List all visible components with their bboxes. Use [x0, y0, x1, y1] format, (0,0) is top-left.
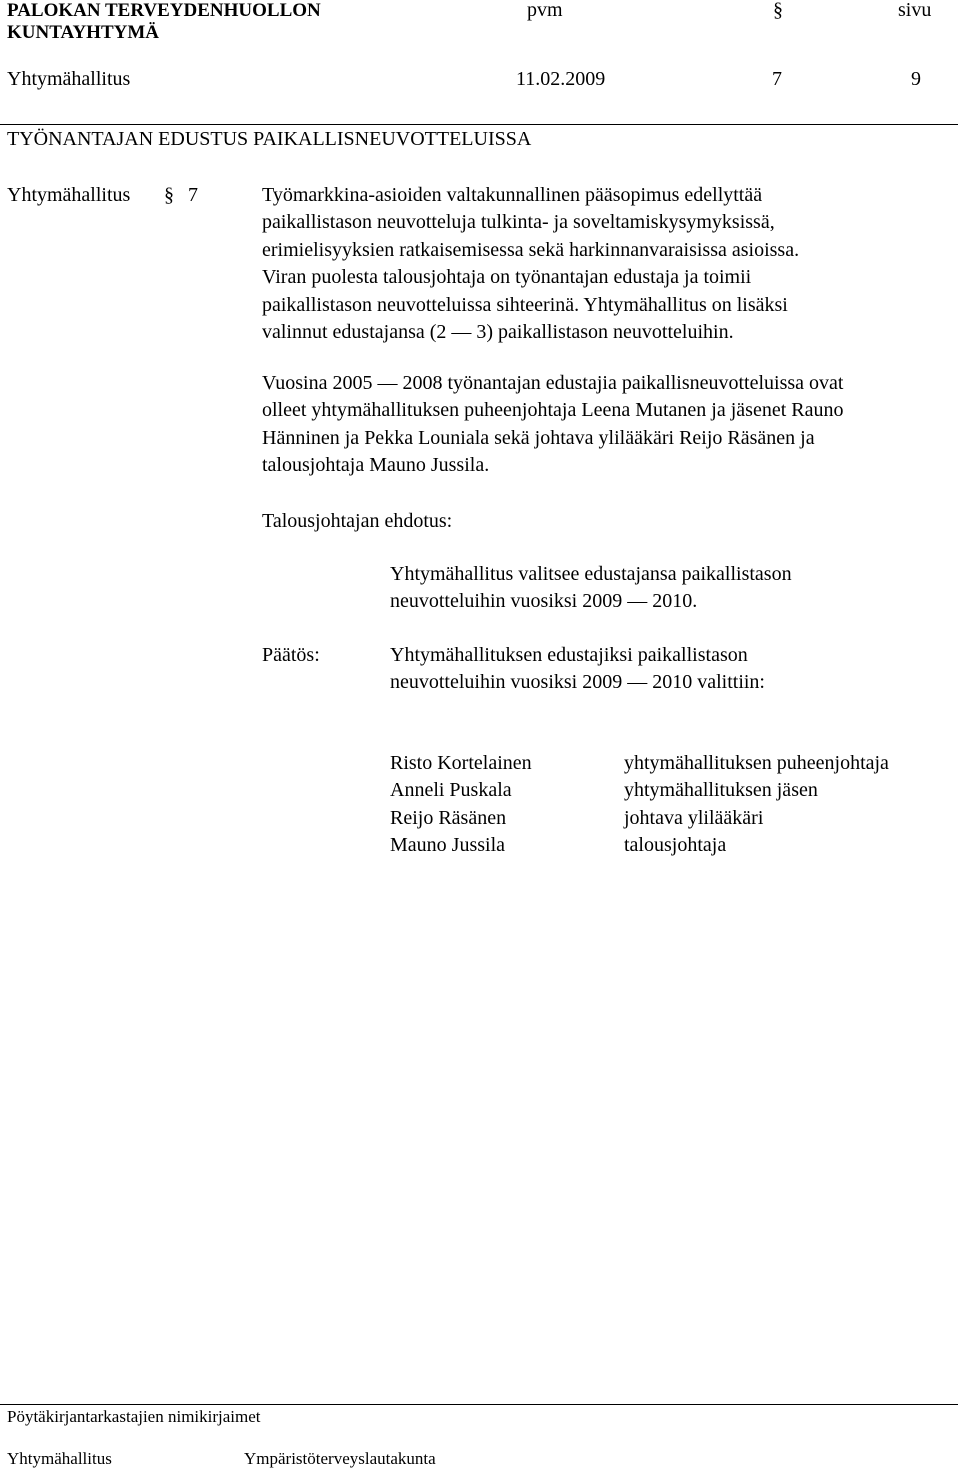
paragraph-line: valinnut edustajansa (2 — 3) paikallistason neuvotteluihin.: [262, 320, 734, 343]
paragraph-line: erimielisyyksien ratkaisemisessa sekä harkinnanvaraisissa asioissa.: [262, 238, 800, 261]
paragraph-line: paikallistason neuvotteluja tulkinta- ja soveltamiskysymyksissä,: [262, 211, 775, 234]
section-number: 7: [772, 68, 782, 90]
representative-name: Reijo Räsänen: [390, 806, 507, 829]
paragraph-line: Vuosina 2005 — 2008 työnantajan edustajia paikallisneuvotteluissa ovat: [262, 372, 844, 394]
proposal-text: [390, 561, 792, 616]
representative-role: yhtymähallituksen puheenjohtaja: [624, 752, 889, 774]
representative-role: yhtymähallituksen jäsen: [624, 779, 818, 802]
footer-committee: Ympäristöterveyslautakunta: [244, 1449, 436, 1468]
section-ref-body: Yhtymähallitus: [7, 184, 131, 206]
decision-text: [390, 642, 765, 697]
org-name-line2: KUNTAYHTYMÄ: [7, 22, 160, 43]
proposal-label: Talousjohtajan ehdotus:: [262, 510, 453, 532]
representative-name: Anneli Puskala: [390, 779, 512, 802]
footer-initials-label: Pöytäkirjantarkastajien nimikirjaimet: [7, 1407, 261, 1426]
document-title: TYÖNANTAJAN EDUSTUS PAIKALLISNEUVOTTELUISSA: [7, 128, 532, 150]
sivu-label: sivu: [898, 0, 932, 21]
paragraph-line: Viran puolesta talousjohtaja on työnantajan edustaja ja toimii: [262, 266, 752, 289]
meeting-date: 11.02.2009: [516, 68, 606, 90]
representative-names: [390, 750, 532, 860]
proposal-line: neuvotteluihin vuosiksi 2009 — 2010.: [390, 590, 698, 613]
header-divider: [0, 124, 958, 125]
paragraph-agreement: [262, 182, 799, 346]
paragraph-line: Työmarkkina-asioiden valtakunnallinen pääsopimus edellyttää: [262, 184, 763, 206]
pvm-label: pvm: [527, 0, 563, 21]
section-ref-symbol: §: [164, 184, 174, 206]
representative-name: Mauno Jussila: [390, 834, 505, 857]
paragraph-line: olleet yhtymähallituksen puheenjohtaja Leena Mutanen ja jäsenet Rauno: [262, 399, 844, 422]
paragraph-previous-representatives: [262, 370, 843, 480]
representative-role: johtava ylilääkäri: [624, 806, 764, 829]
org-name-line1: PALOKAN TERVEYDENHUOLLON: [7, 0, 321, 21]
decision-line: neuvotteluihin vuosiksi 2009 — 2010 valittiin:: [390, 671, 765, 694]
section-ref-number: 7: [188, 184, 198, 206]
proposal-line: Yhtymähallitus valitsee edustajansa paikallistason: [390, 563, 792, 585]
representative-roles: [624, 750, 889, 860]
representative-name: Risto Kortelainen: [390, 752, 532, 774]
paragraph-line: Hänninen ja Pekka Louniala sekä johtava ylilääkäri Reijo Räsänen ja: [262, 426, 815, 449]
footer-board: Yhtymähallitus: [7, 1449, 112, 1468]
paragraph-line: talousjohtaja Mauno Jussila.: [262, 454, 490, 477]
paragraph-line: paikallistason neuvotteluissa sihteerinä. Yhtymähallitus on lisäksi: [262, 293, 788, 316]
representative-role: talousjohtaja: [624, 834, 727, 857]
header-body-name: Yhtymähallitus: [7, 68, 131, 90]
section-symbol: §: [773, 0, 783, 21]
decision-line: Yhtymähallituksen edustajiksi paikallistason: [390, 644, 748, 666]
page-number: 9: [911, 68, 921, 90]
decision-label: Päätös:: [262, 644, 320, 666]
